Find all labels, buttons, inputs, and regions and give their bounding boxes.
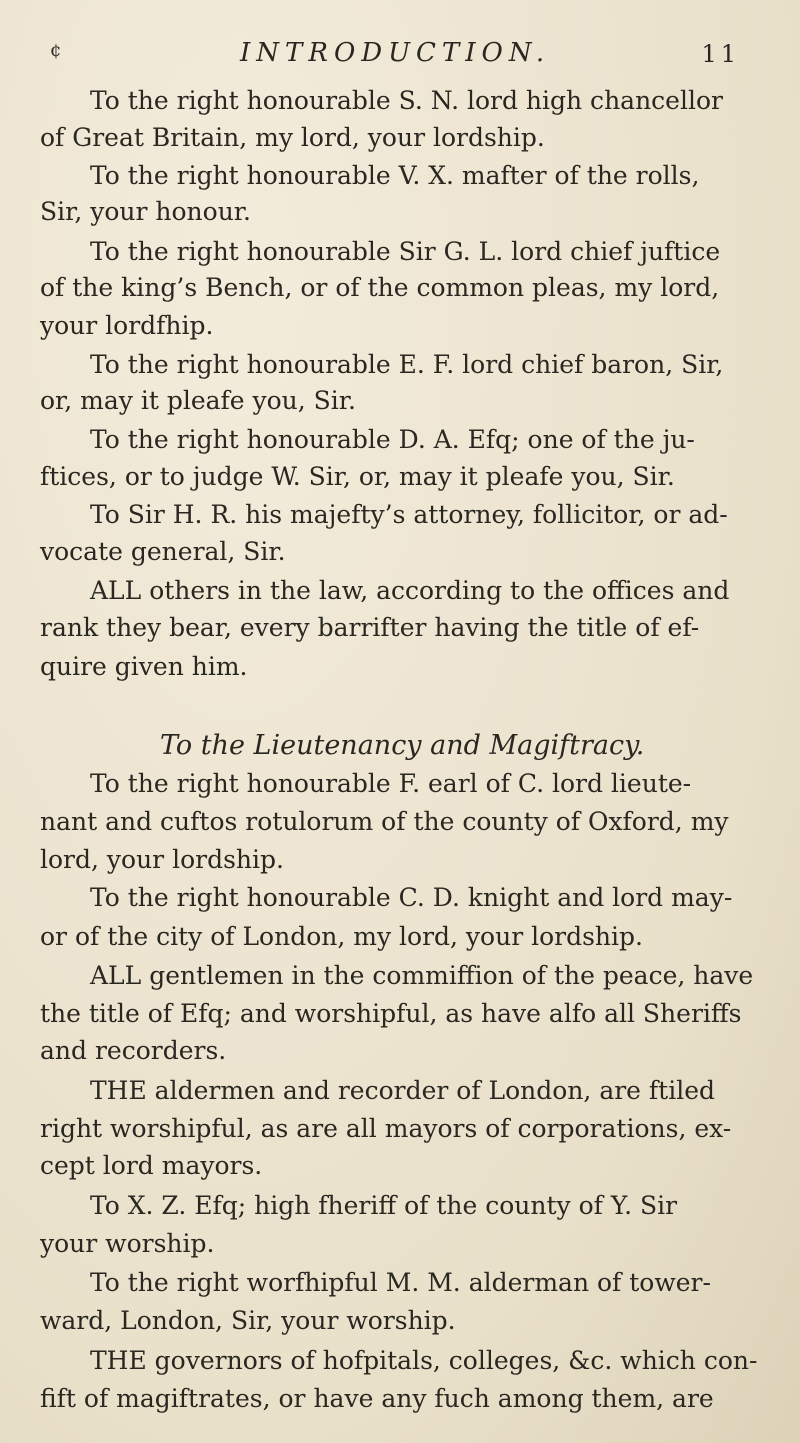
text-line: To the right honourable C. D. knight and lord may- <box>90 883 733 912</box>
text-line: ftices, or to judge W. Sir, or, may it pleafe you, Sir. <box>40 462 675 491</box>
text-line: your worship. <box>40 1229 215 1258</box>
text-line: To Sir H. R. his majefty’s attorney, follicitor, or ad- <box>90 500 728 529</box>
text-line: rank they bear, every barrifter having the title of ef- <box>40 613 700 642</box>
text-line: To the right honourable E. F. lord chief baron, Sir, <box>90 350 724 379</box>
text-line: ALL gentlemen in the commiffion of the peace, have <box>90 961 754 990</box>
section-heading: To the Lieutenancy and Magiftracy. <box>160 730 645 761</box>
header-mark: ¢ <box>50 40 66 61</box>
text-line: To the right honourable S. N. lord high chancellor <box>90 86 723 115</box>
text-line: fift of magiftrates, or have any fuch among them, are <box>40 1384 714 1413</box>
text-line: of the king’s Bench, or of the common pleas, my lord, <box>40 273 720 302</box>
text-line: lord, your lordship. <box>40 845 284 874</box>
text-line: To the right honourable D. A. Efq; one of the ju- <box>90 425 695 454</box>
text-line: To X. Z. Efq; high fheriff of the county of Y. Sir <box>90 1191 678 1220</box>
text-line: or, may it pleafe you, Sir. <box>40 386 356 415</box>
text-line: of Great Britain, my lord, your lordship. <box>40 123 545 152</box>
text-line: your lordfhip. <box>40 311 214 340</box>
text-line: or of the city of London, my lord, your lordship. <box>40 922 643 951</box>
text-line: ward, London, Sir, your worship. <box>40 1306 456 1335</box>
text-line: ALL others in the law, according to the offices and <box>90 576 730 605</box>
text-line: the title of Efq; and worshipful, as have alfo all Sheriffs <box>40 999 742 1028</box>
text-line: Sir, your honour. <box>40 197 251 226</box>
page-number: 11 <box>701 40 740 68</box>
text-line: To the right worfhipful M. M. alderman of tower- <box>90 1268 711 1297</box>
running-header <box>40 38 770 78</box>
text-line: vocate general, Sir. <box>40 537 286 566</box>
text-line: right worshipful, as are all mayors of corporations, ex- <box>40 1114 732 1143</box>
text-line: To the right honourable F. earl of C. lord lieute- <box>90 769 692 798</box>
running-title: INTRODUCTION. <box>240 38 551 68</box>
text-line: nant and cuftos rotulorum of the county of Oxford, my <box>40 807 729 836</box>
text-line: quire given him. <box>40 652 248 681</box>
text-line: and recorders. <box>40 1036 227 1065</box>
text-line: THE aldermen and recorder of London, are ftiled <box>90 1076 716 1105</box>
text-line: To the right honourable V. X. mafter of the rolls, <box>90 161 700 190</box>
text-line: To the right honourable Sir G. L. lord chief juftice <box>90 237 721 266</box>
text-line: cept lord mayors. <box>40 1151 263 1180</box>
text-line: THE governors of hofpitals, colleges, &c. which con- <box>90 1346 758 1375</box>
